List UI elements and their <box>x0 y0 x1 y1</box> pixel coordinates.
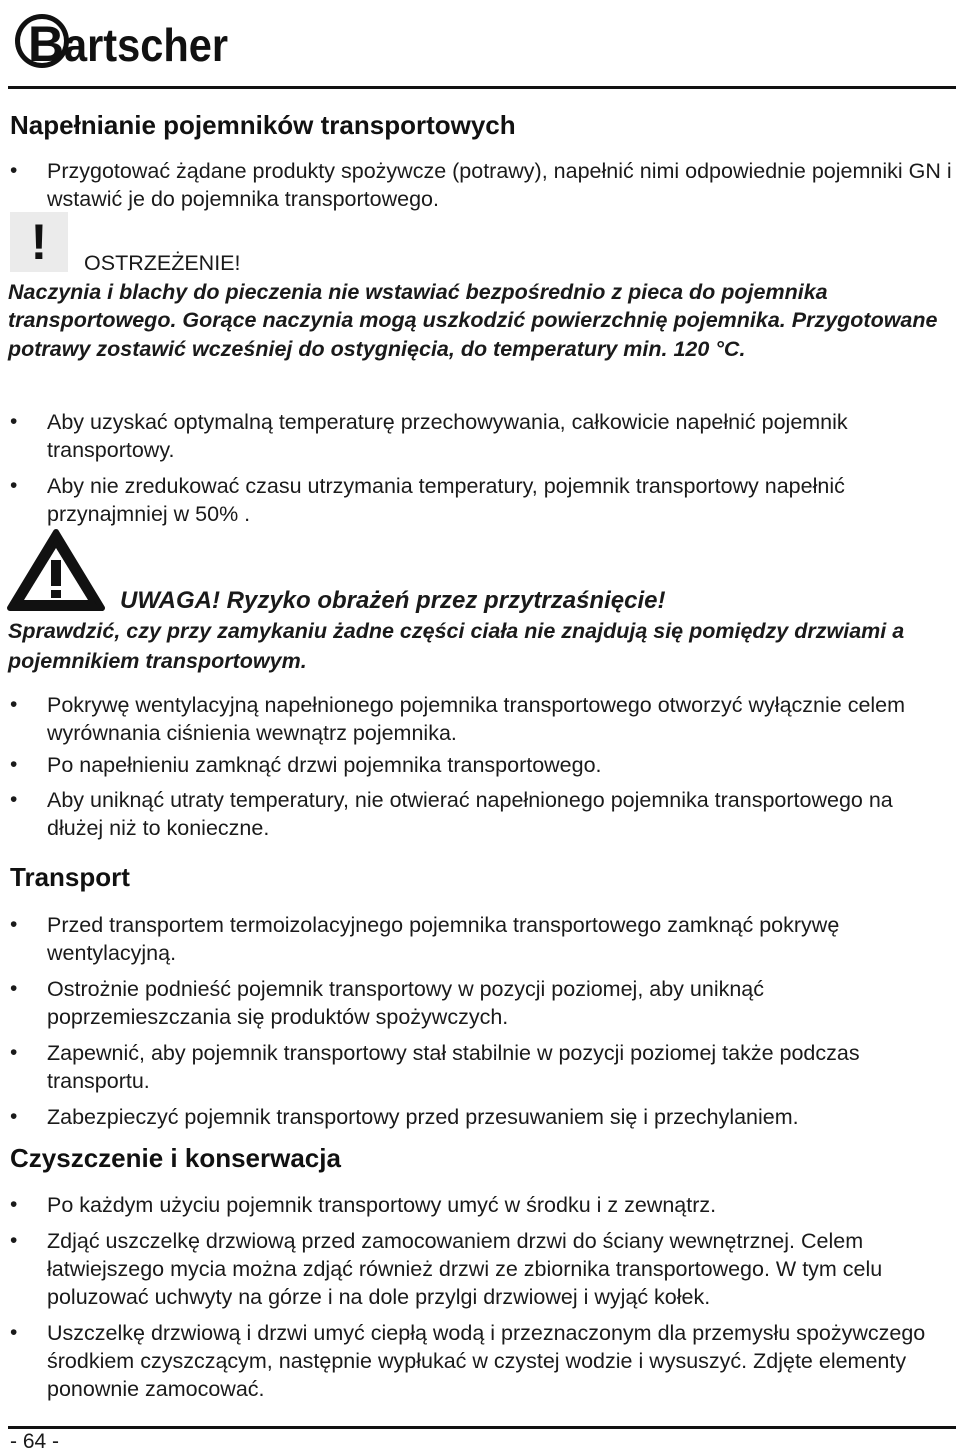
caution-text: Sprawdzić, czy przy zamykaniu żadne części ciała nie znajdują się pomiędzy drzwiami a pojemnikiem transportowym. <box>8 619 905 673</box>
list-item: • Zabezpieczyć pojemnik transportowy przed przesuwaniem się i przechylaniem. <box>0 1103 960 1131</box>
svg-text:artscher: artscher <box>64 19 229 70</box>
bartscher-logo <box>8 4 230 70</box>
warning-text: Naczynia i blachy do pieczenia nie wstawiać bezpośrednio z pieca do pojemnika transportowego. Gorące naczynia mogą uszkodzić powierzchnię pojemnika. Przygotowane potrawy zostawić wcześniej do ostygnięcia, do temperatury min. 120 °C. <box>8 279 938 361</box>
list-item: • Zdjąć uszczelkę drzwiową przed zamocowaniem drzwi do ściany wewnętrznej. Celem łatwiejszego mycia można zdjąć również drzwi ze zbiornika transportowego. W tym celu poluzować uchwyty na górze i na dole przylgi drzwiowej i wyjąć kołek. <box>0 1227 960 1311</box>
top-rule <box>8 86 956 89</box>
section-heading-filling: Napełnianie pojemników transportowych <box>10 110 516 140</box>
exclamation-icon: ! <box>10 212 68 272</box>
list-item: • Ostrożnie podnieść pojemnik transportowy w pozycji poziomej, aby uniknąć poprzemieszczania się produktów spożywczych. <box>0 975 960 1031</box>
list-item: • Przygotować żądane produkty spożywcze (potrawy), napełnić nimi odpowiednie pojemniki GN i wstawić je do pojemnika transportowego. <box>0 157 960 213</box>
bottom-rule <box>8 1426 956 1429</box>
warning-block <box>8 249 956 363</box>
list-item: • Po każdym użyciu pojemnik transportowy umyć w środku i z zewnątrz. <box>0 1191 960 1219</box>
filling-list-2 <box>0 408 960 528</box>
filling-list-3 <box>0 691 960 842</box>
list-item: • Po napełnieniu zamknąć drzwi pojemnika transportowego. <box>0 751 960 779</box>
list-item: • Zapewnić, aby pojemnik transportowy stał stabilnie w pozycji poziomej także podczas transportu. <box>0 1039 960 1095</box>
list-item: • Uszczelkę drzwiową i drzwi umyć ciepłą wodą i przeznaczonym dla przemysłu spożywczego środkiem czyszczącym, następnie wypłukać w czystej wodzie i wysuszyć. Zdjęte elementy ponownie zamocować. <box>0 1319 960 1403</box>
list-item: • Aby uniknąć utraty temperatury, nie otwierać napełnionego pojemnika transportowego na dłużej niż to konieczne. <box>0 786 960 842</box>
transport-list <box>0 911 960 1131</box>
section-heading-transport: Transport <box>10 862 130 892</box>
list-item: • Pokrywę wentylacyjną napełnionego pojemnika transportowego otworzyć wyłącznie celem wyrównania ciśnienia wewnątrz pojemnika. <box>0 691 960 747</box>
filling-list-1 <box>0 157 960 213</box>
section-heading-cleaning: Czyszczenie i konserwacja <box>10 1143 341 1173</box>
cleaning-list <box>0 1191 960 1403</box>
svg-text:B: B <box>28 16 65 70</box>
list-item: • Aby nie zredukować czasu utrzymania temperatury, pojemnik transportowy napełnić przynajmniej w 50% . <box>0 472 960 528</box>
warning-title: OSTRZEŻENIE! <box>84 251 241 275</box>
list-item: • Przed transportem termoizolacyjnego pojemnika transportowego zamknąć pokrywę wentylacyjną. <box>0 911 960 967</box>
list-item: • Aby uzyskać optymalną temperaturę przechowywania, całkowicie napełnić pojemnik transportowy. <box>0 408 960 464</box>
page-number: - 64 - <box>10 1430 60 1453</box>
caution-title: UWAGA! Ryzyko obrażeń przez przytrzaśnięcie! <box>120 587 666 614</box>
caution-block <box>8 586 956 676</box>
